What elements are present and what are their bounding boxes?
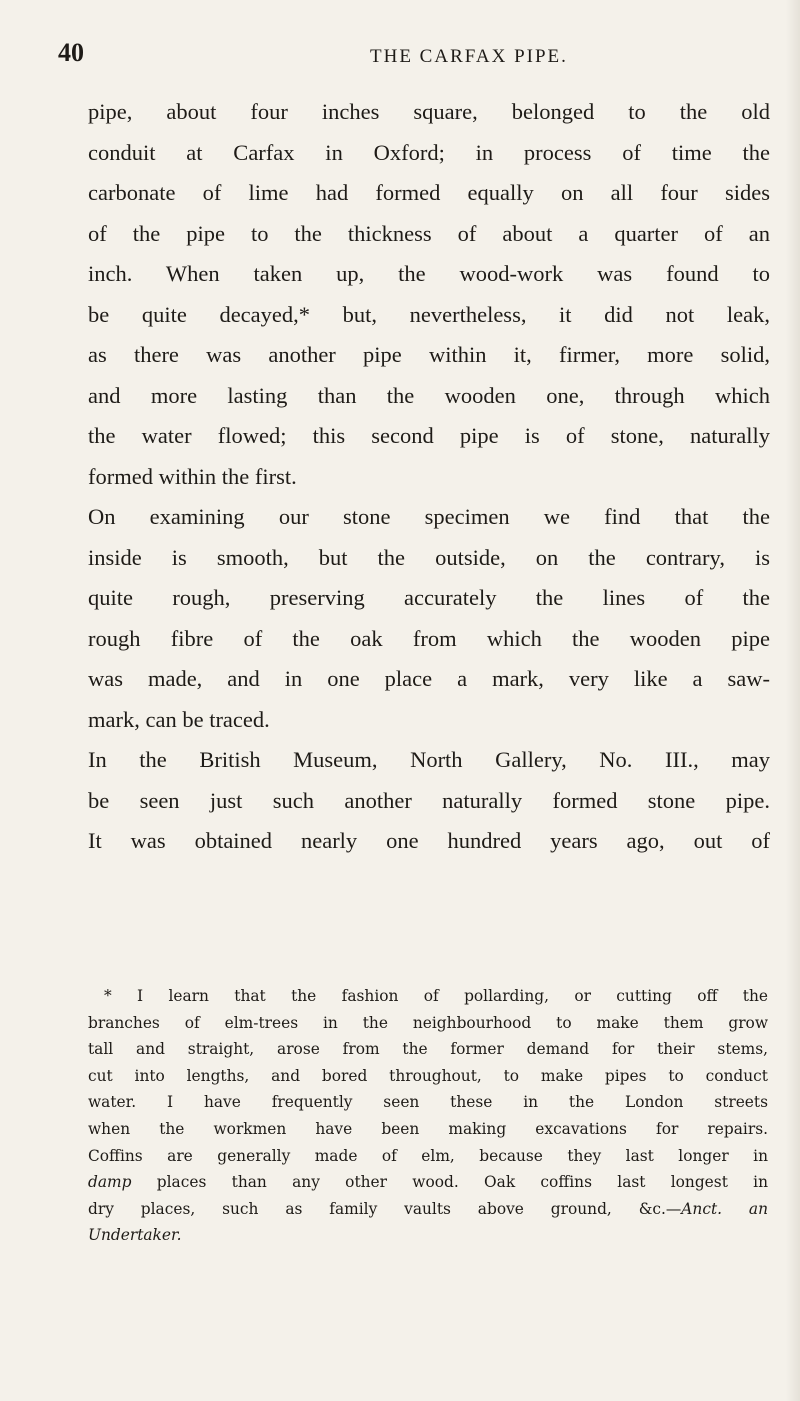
- body-line: On examining our stone specimen we find that the: [88, 504, 770, 529]
- footnote-line-text: places than any other wood. Oak coffins last longest in: [156, 1173, 768, 1192]
- body-line: be quite decayed,* but, nevertheless, it did not leak,: [88, 301, 770, 327]
- footnote: [88, 983, 768, 1249]
- footnote-line: cut into lengths, and bored throughout, to make pipes to conduct: [88, 1066, 768, 1085]
- footnote-line-text: dry places, such as family vaults above ground, &c.—: [88, 1199, 682, 1218]
- body-line: the water flowed; this second pipe is of stone, naturally: [88, 423, 770, 448]
- body-line: It was obtained nearly one hundred years ago, out of: [88, 828, 770, 853]
- body-line: inside is smooth, but the outside, on the contrary, is: [88, 544, 770, 570]
- page-number: 40: [58, 38, 84, 67]
- page-header: [58, 38, 758, 78]
- footnote-line: when the workmen have been making excavations for repairs.: [88, 1119, 768, 1138]
- footnote-line: Undertaker.: [88, 1226, 182, 1245]
- body-line: In the British Museum, North Gallery, No. III., may: [88, 747, 770, 772]
- body-line: and more lasting than the wooden one, through which: [88, 382, 770, 408]
- body-line: was made, and in one place a mark, very like a saw-: [88, 666, 770, 691]
- body-line: carbonate of lime had formed equally on all four sides: [88, 180, 770, 205]
- body-line: pipe, about four inches square, belonged to the old: [88, 99, 770, 124]
- footnote-line-source: [88, 1196, 768, 1223]
- body-line: inch. When taken up, the wood-work was found to: [88, 261, 770, 286]
- body-line: of the pipe to the thickness of about a quarter of an: [88, 220, 770, 246]
- page-edge-shadow: [786, 0, 800, 1401]
- body-line: formed within the first.: [88, 463, 297, 489]
- footnote-line: branches of elm-trees in the neighbourhood to make them grow: [88, 1013, 768, 1032]
- body-line: conduit at Carfax in Oxford; in process of time the: [88, 139, 770, 165]
- footnote-line: water. I have frequently seen these in the London streets: [88, 1093, 768, 1112]
- footnote-line: Coffins are generally made of elm, because they last longer in: [88, 1146, 768, 1165]
- footnote-line: tall and straight, arose from the former demand for their stems,: [88, 1040, 768, 1059]
- body-line: as there was another pipe within it, firmer, more solid,: [88, 342, 770, 367]
- source-attribution: Anct. an: [681, 1199, 768, 1218]
- body-line: rough fibre of the oak from which the wooden pipe: [88, 625, 770, 651]
- footnote-line-damp: [88, 1169, 768, 1196]
- body-text: [88, 92, 770, 862]
- body-line: quite rough, preserving accurately the lines of the: [88, 585, 770, 610]
- running-head: THE CARFAX PIPE.: [370, 46, 568, 67]
- body-line: mark, can be traced.: [88, 706, 270, 732]
- footnote-line: * I learn that the fashion of pollarding, or cutting off the: [104, 987, 768, 1005]
- italic-word-damp: damp: [88, 1173, 132, 1192]
- body-line: be seen just such another naturally formed stone pipe.: [88, 787, 770, 813]
